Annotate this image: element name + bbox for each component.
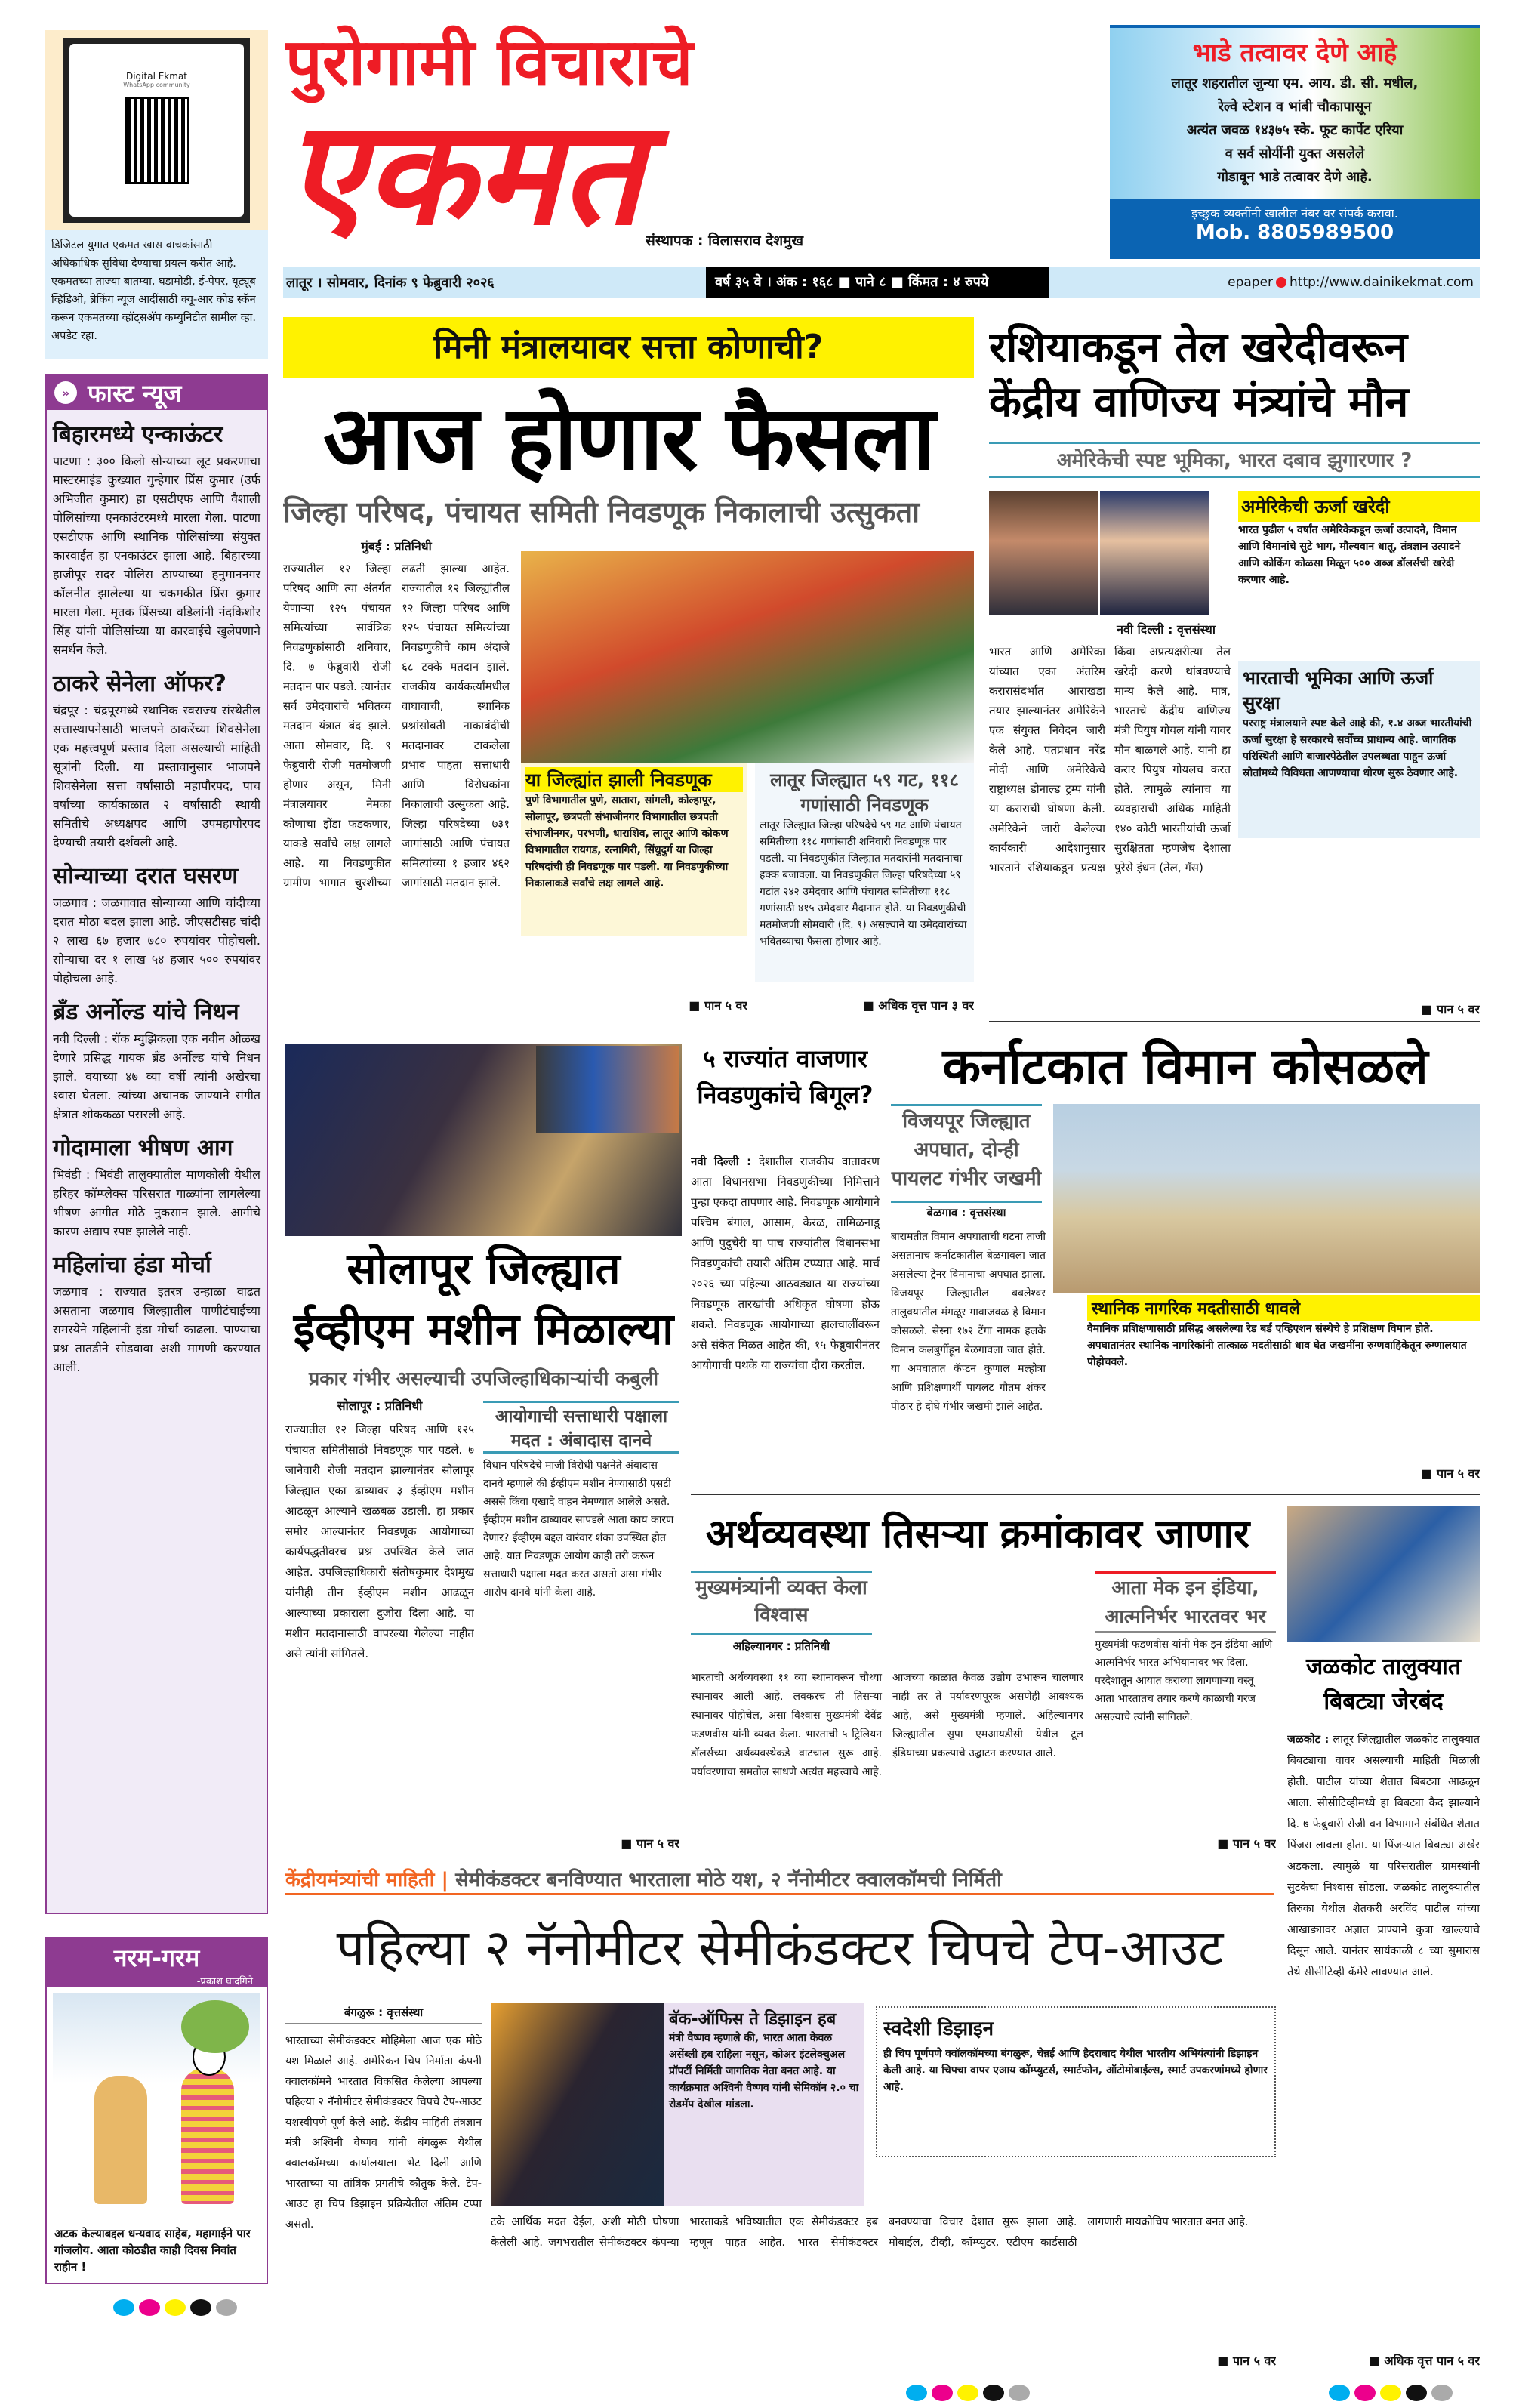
brief-headline: बिहारमध्ये एन्काऊंटर (53, 421, 223, 448)
ad-line: गोडावून भाडे तत्वावर देणे आहे. (1217, 169, 1373, 185)
ad-mobile: Mob. 8805989500 (1195, 221, 1394, 244)
news-brief (53, 1131, 260, 1241)
semi-body-2: टके आर्थिक मदत देईल, अशी मोठी घोषणा केलेली आहे. जगभरातील सेमीकंडक्टर कंपन्या भारताकडे भविष्यातील एक सेमीकंडक्टर हब म्हणून पाहत आहेत. भारत सेमीकंडक्टर बनवण्याचा विचार देशात सुरू झाला आहे. मोबाईल, टीव्ही, कॉम्प्युटर, एटीएम कार्डसाठी लागणारी मायक्रोचिप भारतात बनत आहे. (491, 2216, 1249, 2249)
epaper-label: epaper (1228, 275, 1274, 290)
jalkot-headline: जळकोट तालुक्यात बिबट्या जेरबंद (1306, 1654, 1461, 1715)
cartoon-panel (45, 1937, 268, 2284)
plane-caption-box (1087, 1295, 1480, 1416)
color-registration-marks (906, 2385, 1030, 2401)
ad-line: लातूर शहरातील जुन्या एम. आय. डी. सी. मधील, (1171, 76, 1419, 91)
continued-on-page: ■ अधिक वृत्त पान ५ वर (1329, 2352, 1480, 2370)
qr-description: डिजिटल युगात एकमत खास वाचकांसाठी अधिकाधिक सुविधा देण्याचा प्रयत्न करीत आहे. एकमतच्या ताज्या बातम्या, घडामोडी, ई-पेपर, यूट्यूब व्हिडिओ, ब्रेकिंग न्यूज आदींसाठी क्यू-आर कोड स्कॅन करून एकमतच्या व्हॉट्सअ‍ॅप कम्युनिटीत सामील व्हा. अपडेट रहा. (45, 230, 268, 359)
qr-label: Digital Ekmat (125, 71, 187, 82)
solapur-subhead: प्रकार गंभीर असल्याची उपजिल्हाधिकाऱ्यांची कबुली (309, 1367, 658, 1389)
chevron-down-icon: » (54, 381, 77, 404)
states-text: देशातील राजकीय वातावरण आता विधानसभा निवडणुकीच्या निमित्ताने पुन्हा एकदा तापणार आहे. निवडणूक आयोगाने पश्चिम बंगाल, आसाम, केरळ, तामिळनाडू आणि पुदुचेरी या पाच राज्यांतील विधानसभा निवडणुकांची तयारी अंतिम टप्प्यात आहे. मार्च २०२६ च्या पहिल्या आठवड्यात या राज्यांच्या निवडणूक तारखांची अधिकृत घोषणा होऊ शकते. निवडणूक आयोगाच्या हालचालींवरून असे संकेत मिळत आहेत की, १५ फेब्रुवारीनंतर आयोगाची पथके या राज्यांचा दौरा करतील. (691, 1155, 880, 1372)
box-text: लातूर जिल्ह्यात जिल्हा परिषदेचे ५९ गट आणि पंचायत समितीच्या ११८ गणांसाठी शनिवारी निवडणूक पार पडली. या निवडणुकीत जिल्ह्यात मतदारांनी मतदानाचा हक्क बजावला. या निवडणुकीत जिल्हा परिषदेच्या ५९ गटांत २४२ उमेदवार आणि पंचायत समितीच्या ११८ गणांसाठी ४१५ उमेदवार मैदानात होते. या निवडणुकीची मतमोजणी सोमवारी (दि. ९) असल्याने या उमेदवारांच्या भवितव्याचा फैसला होणार आहे. (760, 819, 967, 948)
solapur-headline: सोलापूर जिल्ह्यात ईव्हीएम मशीन मिळाल्या (293, 1243, 674, 1355)
news-brief (53, 418, 260, 659)
box-headline: या जिल्ह्यांत झाली निवडणूक (525, 767, 743, 792)
continued-on-page: ■ पान ५ वर (1374, 1465, 1480, 1483)
continued-on-page: ■ पान ५ वर (642, 997, 747, 1015)
rental-ad (1110, 25, 1480, 259)
karnataka-subhead: विजयपूर जिल्ह्यात अपघात, दोन्ही पायलट गंभीर जखमी (891, 1110, 1042, 1190)
russia-headline: रशियाकडून तेल खरेदीवरून केंद्रीय वाणिज्य मंत्र्यांचे मौन (989, 323, 1409, 427)
box-headline: अमेरिकेची ऊर्जा खरेदी (1238, 491, 1480, 522)
box-headline: आयोगाची सत्ताधारी पक्षाला मदत : अंबादास दानवे (483, 1401, 679, 1454)
semi-kicker-text: सेमीकंडक्टर बनविण्यात भारताला मोठे यश, २ नॅनोमीटर क्वालकॉमची निर्मिती (455, 1869, 1002, 1892)
latur-box (755, 763, 974, 982)
ad-line: रेल्वे स्टेशन व भांबी चौकापासून (1218, 99, 1372, 115)
qr-promo (45, 30, 268, 230)
issue-date: लातूर । सोमवार, दिनांक ९ फेब्रुवारी २०२६ (286, 275, 495, 291)
goyal-photo (989, 491, 1098, 615)
qr-sublabel: WhatsApp community (123, 82, 190, 88)
issue-info: वर्ष ३५ वे । अंक : १६८ ■ पाने ८ ■ किंमत : ४ रुपये (706, 267, 1049, 298)
color-registration-marks (1329, 2385, 1453, 2401)
box-text: मंत्री वैष्णव म्हणाले की, भारत आता केवळ असेंब्ली हब राहिला नसून, कोअर इंटलेक्चुअल प्रॉपर्टी निर्मिती जागतिक नेता बनत आहे. या कार्यक्रमात अश्विनी वैष्णव यांनी सेमिकॉन २.० चा रोडमॅप देखील मांडला. (669, 2032, 859, 2110)
fast-news-header (47, 375, 267, 410)
cartoon-caption: अटक केल्याबद्दल धन्यवाद साहेब, महागाईने पार गांजलोय. आता कोठडीत काही दिवस निवांत राहीन ! (54, 2227, 251, 2274)
brief-headline: महिलांचा हंडा मोर्चा (53, 1252, 211, 1278)
solapur-body: राज्यातील १२ जिल्हा परिषद आणि १२५ पंचायत समितीसाठी निवडणूक पार पडले. ७ जानेवारी रोजी मतदान झाल्यानंतर सोलापूर जिल्ह्यात एका ढाब्यावर ३ ईव्हीएम मशीन आढळून आल्याने खळबळ उडाली. हा प्रकार समोर आल्यानंतर निवडणूक आयोगाच्या कार्यपद्धतीवरच प्रश्न उपस्थित केले जात आहेत. उपजिल्हाधिकारी संतोषकुमार देशमुख यांनीही तीन ईव्हीएम मशीन आढळून आल्याच्या प्रकाराला दुजोरा दिला आहे. या मशीन मतदानासाठी वापरल्या गेलेल्या नाहीत असे त्यांनी सांगितले. (285, 1423, 474, 1660)
states-body (691, 1152, 880, 1484)
ad-line: अत्यंत जवळ १४३७५ स्के. फूट कार्पेट एरिया (1186, 122, 1404, 138)
semi-kicker-red: केंद्रीयमंत्र्यांची माहिती (285, 1869, 435, 1892)
continued-on-page: ■ पान ५ वर (581, 1835, 679, 1853)
brief-headline: ब्रँड अर्नोल्ड यांचे निधन (53, 999, 239, 1025)
russia-dateline: नवी दिल्ली : वृत्तसंस्था (1117, 622, 1216, 637)
lead-subhead: जिल्हा परिषद, पंचायत समिती निवडणूक निकालाची उत्सुकता (283, 495, 920, 529)
states-dateline: नवी दिल्ली : (691, 1155, 752, 1168)
ad-line: व सर्व सोयींनी युक्त असलेले (1225, 146, 1365, 162)
jalkot-body (1287, 1729, 1480, 2356)
swadeshi-design-box (876, 2006, 1276, 2157)
brief-text: जळगाव : राज्यात इतरत्र उन्हाळा वाढत असताना जळगाव जिल्ह्यातील पाणीटंचाईच्या समस्येने महिलांनी हंडा मोर्चा काढला. पाण्याचा प्रश्न तातडीने सोडवावा अशी मागणी करण्यात आली. (53, 1284, 260, 1374)
continued-on-page: ■ पान ५ वर (1178, 2352, 1276, 2370)
karnataka-dateline: बेळगाव : वृत्तसंस्था (926, 1206, 1006, 1219)
masthead-tagline: पुरोगामी विचाराचे (285, 25, 693, 100)
plane-crash-photo (1053, 1104, 1480, 1293)
karnataka-body: बारामतीत विमान अपघाताची घटना ताजी असतानाच कर्नाटकातील बेळगावला जात असलेल्या ट्रेनर विमानाचा अपघात झाला. विजयपूर जिल्ह्यातील बबलेश्वर तालुक्यातील मंगळूर गावाजवळ हे विमान कोसळले. सेस्ना १७२ टेंगा नामक हलके विमान कलबुर्गीहून बेळगावला जात होते. या अपघातात कॅप्टन कुणाल मल्होत्रा आणि प्रशिक्षणार्थी पायलट गौतम शंकर पीठार हे दोघे गंभीर जखमी झाले आहेत. (891, 1231, 1046, 1413)
box-text: भारत पुढील ५ वर्षांत अमेरिकेकडून ऊर्जा उत्पादने, विमान आणि विमानांचे सुटे भाग, मौल्यवान धातू, तंत्रज्ञान उत्पादने आणि कोकिंग कोळसा मिळून ५०० अब्ज डॉलर्सची खरेदी करणार आहे. (1238, 524, 1461, 586)
masthead-logo: एकमत (285, 98, 642, 249)
epaper-icon (1276, 277, 1286, 288)
ad-contact: इच्छुक व्यक्तींनी खालील नंबर वर संपर्क करावा. (1191, 206, 1398, 220)
box-headline: लातूर जिल्ह्यात ५९ गट, ११८ गणांसाठी निवडणूक (770, 769, 959, 816)
news-brief (53, 1248, 260, 1377)
russia-subhead: अमेरिकेची स्पष्ट भूमिका, भारत दबाव झुगारणार ? (1056, 449, 1413, 472)
lead-headline: आज होणार फैसला (323, 386, 934, 490)
website-link[interactable]: http://www.dainikekmat.com (1290, 275, 1474, 290)
news-brief (53, 667, 260, 852)
continued-on-page: ■ अधिक वृत्त पान ३ वर (830, 997, 974, 1015)
brief-headline: गोदामाला भीषण आग (53, 1135, 233, 1161)
brief-text: पाटणा : ३०० किलो सोन्याच्या लूट प्रकरणाचा मास्टरमाइंड कुख्यात गुन्हेगार प्रिंस कुमार (उर्फ अभिजीत कुमार) हा एसटीएफ आणि वैशाली पोलिसांच्या एनकाउंटरमध्ये मारला गेला. पाटणा एसटीएफ आणि स्थानिक पोलिसांच्या संयुक्त कारवाईत हा एनकाउंटर झाला आहे. बिहारच्या हाजीपूर सदर पोलिस ठाण्याच्या हनुमाननगर कॉलनीत झालेल्या या चकमकीत प्रिंस कुमार मारला गेला. मृतक प्रिंसच्या वडिलांनी नंदकिशोर सिंह यांनी पोलिसांच्या या कारवाईचे खुलेपणाने समर्थन केले. (53, 454, 260, 657)
leopard-cage-photo (1287, 1506, 1480, 1642)
trump-photo (1100, 491, 1209, 615)
founder: संस्थापक : विलासराव देशमुख (646, 233, 804, 249)
danve-box (483, 1401, 679, 1854)
fast-news-title: फास्ट न्यूज (88, 378, 182, 408)
box-headline: भारताची भूमिका आणि ऊर्जा सुरक्षा (1243, 668, 1434, 714)
lead-kicker: मिनी मंत्रालयावर सत्ता कोणाची? (283, 317, 974, 378)
semi-body: भारताच्या सेमीकंडक्टर मोहिमेला आज एक मोठे यश मिळाले आहे. अमेरिकन चिप निर्माता कंपनी क्वालकॉमने भारतात विकसित केलेल्या आपल्या पहिल्या २ नॅनोमीटर सेमीकंडक्टर चिपचे टेप-आउट यशस्वीपणे पूर्ण केले आहे. केंद्रीय माहिती तंत्रज्ञान मंत्री अश्विनी वैष्णव यांनी बंगळुरू येथील क्वालकॉमच्या कार्यालयाला भेट दिली आणि भारताच्या या तांत्रिक प्रगतीचे कौतुक केले. टेप-आउट हा चिप डिझाइन प्रक्रियेतील अंतिम टप्पा असतो. (285, 2035, 482, 2231)
ad-title: भाडे तत्वावर देणे आहे (1192, 38, 1397, 68)
cartoon-image (53, 1993, 260, 2219)
jalkot-dateline: जळकोट : (1287, 1734, 1330, 1746)
box-text: ही चिप पूर्णपणे क्वॉलकॉमच्या बंगळुरू, चेन्नई आणि हैदराबाद येथील भारतीय अभियंत्यांनी डिझाइन केली आहे. या चिपचा वापर एआय कॉम्प्युटर्स, स्मार्टफोन, ऑटोमोबाईल्स, स्मार्ट उपकरणांमध्ये होणार आहे. (883, 2048, 1268, 2093)
lead-dateline: मुंबई : प्रतिनिधी (361, 539, 432, 553)
economy-body: भारताची अर्थव्यवस्था ११ व्या स्थानावरून चौथ्या स्थानावर आली आहे. लवकरच ती तिसऱ्या स्थानावर पोहोचेल, असा विश्वास मुख्यमंत्री देवेंद्र फडणवीस यांनी व्यक्त केला. भारताची ५ ट्रिलियन डॉलर्सच्या अर्थव्यवस्थेकडे वाटचाल सुरू आहे. पर्यावरणाचा समतोल साधणे अत्यंत महत्त्वाचे आहे. आजच्या काळात केवळ उद्योग उभारून चालणार नाही तर ते पर्यावरणपूरक असणेही आवश्यक आहे, असे मुख्यमंत्री म्हणाले. अहिल्यानगर जिल्ह्यातील सुपा एमआयडीसी येथील टूल इंडियाच्या प्रकल्पाचे उद्घाटन करण्यात आले. (691, 1672, 1083, 1778)
box-text: वैमानिक प्रशिक्षणासाठी प्रसिद्ध असलेल्या रेड बर्ड एव्हिएशन संस्थेचे हे प्रशिक्षण विमान होते. अपघातानंतर स्थानिक नागरिकांनी तात्काळ मदतीसाठी धाव घेत जखमींना रुग्णवाहिकेतून रुग्णालयात पोहोचवले. (1087, 1323, 1467, 1368)
jalkot-text: लातूर जिल्ह्यातील जळकोट तालुक्यात बिबट्याचा वावर असल्याची माहिती मिळाली होती. पाटील यांच्या शेतात बिबट्या आढळून आला. सीसीटिव्हीमध्ये हा बिबट्या कैद झाल्याने दि. ७ फेब्रुवारी रोजी वन विभागाने संबंधित शेतात पिंजरा लावला होता. या पिंजऱ्यात बिबट्या अखेर अडकला. त्यामुळे या परिसरातील ग्रामस्थांनी सुटकेचा निश्वास सोडला. जळकोट तालुक्यातील तिरुका येथील शेतकरी अरविंद पाटील यांच्या आखाड्यावर अज्ञात प्राण्याने कुत्रा खाल्ल्याचे दिसून आले. यानंतर सायंकाळी ८ च्या सुमारास तेथे सीसीटिव्ही कॅमेरे लावण्यात आले. (1287, 1734, 1480, 1978)
economy-subhead: मुख्यमंत्र्यांनी व्यक्त केला विश्वास (695, 1577, 867, 1626)
brief-text: भिवंडी : भिवंडी तालुक्यातील माणकोली येथील हरिहर कॉम्प्लेक्स परिसरात गाळ्यांना लागलेल्या भीषण आगीत मोठे नुकसान झाले. आगीचे कारण अद्याप स्पष्ट झालेले नाही. (53, 1167, 260, 1238)
continued-on-page: ■ पान ५ वर (1185, 1835, 1276, 1853)
election-districts-box (521, 763, 747, 936)
brief-text: चंद्रपूर : चंद्रपूरमध्ये स्थानिक स्वराज्य संस्थेतील सत्तास्थापनेसाठी भाजपने ठाकरेंच्या शिवसेनेला एक महत्त्वपूर्ण प्रस्ताव दिला असल्याची माहिती सूत्रांनी दिली. या प्रस्तावानुसार भाजपने शिवसेनेला सत्ता वर्षांसाठी महापौरपद, पाच वर्षांच्या कार्यकाळात २ वर्षांसाठी स्थायी समितीचे अध्यक्षपद आणि उपमहापौरपद देण्याची तयारी दर्शवली आहे. (53, 703, 260, 849)
semi-kicker: केंद्रीयमंत्र्यांची माहिती | सेमीकंडक्टर बनविण्यात भारताला मोठे यश, २ नॅनोमीटर क्वालकॉमची निर्मिती (285, 1865, 1274, 1895)
box-text: पुणे विभागातील पुणे, सातारा, सांगली, कोल्हापूर, सोलापूर, छत्रपती संभाजीनगर विभागातील छत्रपती संभाजीनगर, परभणी, धाराशिव, लातूर आणि कोकण विभागातील रायगड, रत्नागिरी, सिंधुदुर्ग या जिल्हा परिषदांची ही निवडणूक पार पडली. या निवडणुकीच्या निकालाकडे सर्वांचे लक्ष लागले आहे. (525, 794, 729, 890)
box-headline: आता मेक इन इंडिया, आत्मनिर्भर भारतवर भर (1095, 1574, 1276, 1633)
brief-text: जळगाव : जळगावात सोन्याच्या आणि चांदीच्या दरात मोठा बदल झाला आहे. जीएसटीसह चांदी २ लाख ६७ हजार ७८० रुपयांवर पोहोचली. सोन्याचा दर १ लाख ५४ हजार ५०० रुपयांवर पोहोचला आहे. (53, 896, 260, 985)
cartoon-title: नरम-गरम (113, 1944, 200, 1972)
semi-headline: पहिल्या २ नॅनोमीटर सेमीकंडक्टर चिपचे टेप-आउट (336, 1919, 1224, 1977)
solapur-dateline: सोलापूर : प्रतिनिधी (337, 1398, 423, 1413)
brief-text: नवी दिल्ली : रॉक म्युझिकला एक नवीन ओळख देणारे प्रसिद्ध गायक ब्रँड अर्नोल्ड यांचे निधन झाले. वयाच्या ४७ व्या वर्षी त्यांनी अखेरचा श्वास घेतला. त्यांच्या अचानक जाण्याने संगीत क्षेत्रात शोककळा पसरली आहे. (53, 1031, 260, 1121)
box-text: परराष्ट्र मंत्रालयाने स्पष्ट केले आहे की, १.४ अब्ज भारतीयांची ऊर्जा सुरक्षा हे सरकारचे सर्वोच्च प्राधान्य आहे. जागतिक परिस्थिती आणि बाजारपेठेतील उपलब्धता पाहून ऊर्जा स्रोतांमध्ये विविधता आणण्याचा धोरण सुरू ठेवणार आहे. (1243, 717, 1472, 779)
box-headline: बॅक-ऑफिस ते डिझाइन हब (669, 2010, 837, 2029)
qr-code-icon[interactable] (127, 99, 187, 182)
russia-body: भारत आणि अमेरिका यांच्यात एका अंतरिम करारासंदर्भात आराखडा तयार झाल्यानंतर अमेरिकेने एक संयुक्त निवेदन जारी केले आहे. पंतप्रधान नरेंद्र मोदी आणि अमेरिकेचे राष्ट्राध्यक्ष डोनाल्ड ट्रम्प यांनी या कराराची घोषणा केली. अमेरिकेने जारी केलेल्या कार्यकारी आदेशानुसार भारताने रशियाकडून प्रत्यक्ष किंवा अप्रत्यक्षरीत्या तेल खरेदी करणे थांबवण्याचे मान्य केले आहे. मात्र, भारताचे केंद्रीय वाणिज्य मंत्री पियुष गोयल यांनी यावर मौन बाळगले आहे. यांनी हा करार पियुष गोयलच करत होते. त्यामुळे त्यांनाच या व्यवहाराची अधिक माहिती १४० कोटी भारतीयांची ऊर्जा सुरक्षितता म्हणजेच देशाला पुरेसे इंधन (तेल, गॅस) (989, 645, 1231, 874)
design-hub-box (664, 2003, 864, 2206)
semi-dateline: बंगळुरू : वृत्तसंस्था (285, 2005, 482, 2024)
brief-headline: सोन्याच्या दरात घसरण (53, 863, 239, 890)
karnataka-headline: कर्नाटकात विमान कोसळले (942, 1038, 1428, 1096)
cartoon-artist: -प्रकाश घादगिने (196, 1976, 253, 1987)
economy-dateline: अहिल्यानगर : प्रतिनिधी (732, 1639, 830, 1653)
box-headline: स्वदेशी डिझाइन (883, 2018, 994, 2040)
dateline-bar (283, 267, 1480, 298)
states-headline: ५ राज्यांत वाजणार निवडणुकांचे बिगूल? (697, 1044, 874, 1109)
india-stance-box (1238, 661, 1480, 838)
us-energy-box (1238, 491, 1480, 657)
election-rally-photo (521, 551, 974, 763)
vaishnaw-photo (491, 2003, 664, 2206)
make-in-india-box (1095, 1571, 1276, 1858)
economy-headline: अर्थव्यवस्था तिसऱ्या क्रमांकावर जाणार (705, 1512, 1250, 1557)
fast-news-panel (45, 374, 268, 1914)
lead-body: राज्यातील १२ जिल्हा परिषद आणि त्या अंतर्गत येणाऱ्या १२५ पंचायत समित्यांच्या सार्वत्रिक निवडणुकांसाठी शनिवार, दि. ७ फेब्रुवारी रोजी मतदान पार पडले. त्यानंतर सर्व उमेदवारांचे भवितव्य मतदान यंत्रात बंद झाले. आता सोमवार, दि. ९ फेब्रुवारी रोजी मतमोजणी होणार असून, मिनी मंत्रालयावर नेमका कोणाचा झेंडा फडकणार, याकडे सर्वांचे लक्ष लागले आहे. या निवडणुकीत ग्रामीण भागात चुरशीच्या लढती झाल्या आहेत. राज्यातील १२ जिल्ह्यांतील १२ जिल्हा परिषद आणि १२५ पंचायत समित्यांच्या निवडणुकीचे काम अंदाजे ६८ टक्के मतदान झाले. राजकीय कार्यकर्त्यांमधील वाघावाची, स्थानिक प्रश्नांसोबती नाकाबंदीची मतदानावर टाकलेला प्रभाव पाहता सत्ताधारी आणि विरोधकांना निकालाची उत्सुकता आहे. जिल्हा परिषदेच्या ७३१ जागांसाठी आणि पंचायत समित्यांच्या १ हजार ४६२ जागांसाठी मतदान झाले. (283, 562, 510, 890)
color-registration-marks (113, 2299, 237, 2316)
news-brief (53, 995, 260, 1124)
brief-headline: ठाकरे सेनेला ऑफर? (53, 671, 226, 697)
box-headline: स्थानिक नागरिक मदतीसाठी धावले (1087, 1295, 1480, 1321)
box-text: विधान परिषदेचे माजी विरोधी पक्षनेते अंबादास दानवे म्हणाले की ईव्हीएम मशीन नेण्यासाठी एसटी अससे किंवा एखादे वाहन नेमण्यात आलेले असते. ईव्हीएम मशीन ढाब्यावर सापडले आता काय कारण देणार? ईव्हीएम बद्दल वारंवार शंका उपस्थित होत आहे. यात निवडणूक आयोग काही तरी करून सत्ताधारी पक्षाला मदत करत असतो असा गंभीर आरोप दानवे यांनी केला आहे. (483, 1460, 674, 1599)
box-text: मुख्यमंत्री फडणवीस यांनी मेक इन इंडिया आणि आत्मनिर्भर भारत अभियानावर भर दिला. परदेशातून आयात कराव्या लागणाऱ्या वस्तू आता भारतातच तयार करणे काळाची गरज असल्याचे त्यांनी सांगितले. (1095, 1639, 1273, 1723)
continued-on-page: ■ पान ५ वर (1374, 1001, 1480, 1019)
news-brief (53, 859, 260, 988)
evm-inset-photo (536, 1046, 679, 1133)
